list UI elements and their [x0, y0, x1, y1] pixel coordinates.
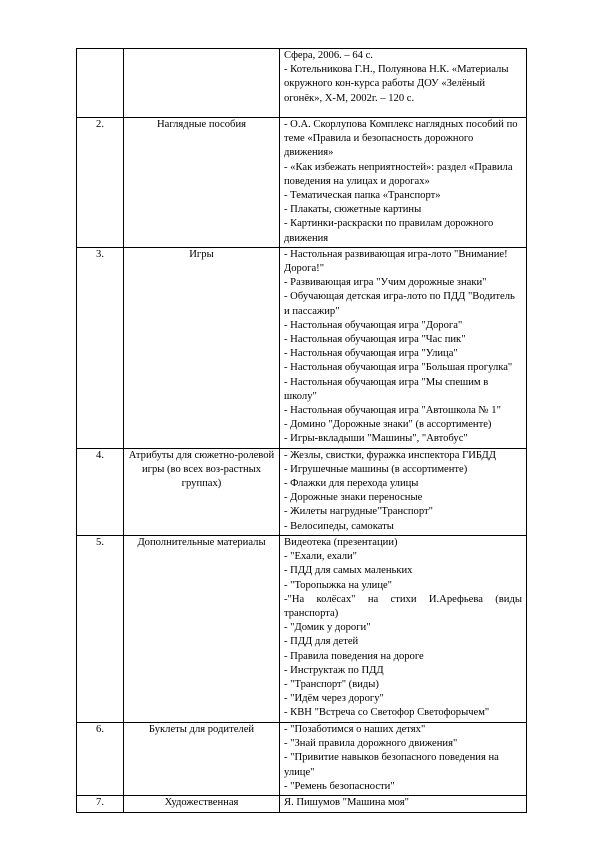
list-item: - Развивающая игра "Учим дорожные знаки" [284, 277, 487, 289]
row-number: 6. [77, 722, 124, 795]
list-item: - Котельникова Г.Н., Полуянова Н.К. «Материалы окружного кон-курса работы ДОУ «Зелёный огонёк», Х-М, 2002г. – 120 с. [284, 64, 509, 104]
row-category: Игры [124, 247, 280, 448]
row-category: Художественная [124, 795, 280, 812]
row-number: 2. [77, 118, 124, 248]
table-row [77, 795, 527, 812]
list-item: - Плакаты, сюжетные картины [284, 204, 422, 216]
list-item: - Правила поведения на дороге [284, 650, 424, 662]
row-number: 5. [77, 535, 124, 722]
list-item: - «Как избежать неприятностей»: раздел «Правила поведения на улицах и дорогах» [284, 161, 513, 187]
row-category: Наглядные пособия [124, 118, 280, 248]
row-items [280, 795, 527, 812]
list-item: - Инструктаж по ПДД [284, 664, 384, 676]
list-item: - "Знай правила дорожного движения" [284, 738, 458, 750]
list-item: - Игры-вкладыши "Машины", "Автобус" [284, 433, 468, 445]
row-category: Атрибуты для сюжетно-ролевой игры (во всех воз-растных группах) [124, 448, 280, 535]
list-item: - Жилеты нагрудные"Транспорт" [284, 506, 433, 518]
list-item: - Настольная обучающая игра "Час пик" [284, 334, 466, 346]
list-item: - Дорожные знаки переносные [284, 492, 423, 504]
list-item: - "Транспорт" (виды) [284, 678, 379, 690]
row-category [124, 49, 280, 118]
list-item: - "Домик у дороги" [284, 622, 371, 634]
row-number: 4. [77, 448, 124, 535]
list-item: - КВН "Встреча со Светофор Светофорычем" [284, 707, 490, 719]
table-row [77, 49, 527, 118]
list-item: - Домино "Дорожные знаки" (в ассортименте) [284, 419, 492, 431]
row-items [280, 118, 527, 248]
row-number: 7. [77, 795, 124, 812]
list-item: Я. Пишумов "Машина моя" [284, 796, 409, 808]
row-items [280, 49, 527, 118]
row-items [280, 448, 527, 535]
list-item: - Флажки для перехода улицы [284, 478, 419, 490]
row-number: 3. [77, 247, 124, 448]
resources-table [76, 48, 527, 813]
row-category: Буклеты для родителей [124, 722, 280, 795]
list-item: - Картинки-раскраски по правилам дорожного движения [284, 218, 494, 244]
list-item: - Настольная обучающая игра "Дорога" [284, 319, 463, 331]
row-items [280, 722, 527, 795]
list-item: - Настольная обучающая игра "Улица" [284, 348, 458, 360]
table-row [77, 247, 527, 448]
row-category: Дополнительные материалы [124, 535, 280, 722]
list-item: - Настольная обучающая игра "Большая прогулка" [284, 362, 513, 374]
list-item: - Велосипеды, самокаты [284, 520, 394, 532]
list-item: Сфера, 2006. – 64 с. [284, 50, 373, 61]
list-item: - ПДД для самых маленьких [284, 565, 413, 577]
list-item: - Жезлы, свистки, фуражка инспектора ГИБДД [284, 449, 496, 461]
list-item: - "Идём через дорогу" [284, 693, 384, 705]
table-row [77, 722, 527, 795]
table-row [77, 448, 527, 535]
list-item: - ПДД для детей [284, 636, 359, 648]
list-item: - Настольная обучающая игра "Мы спешим в школу" [284, 376, 489, 402]
list-item: -"На колёсах" на стихи И.Арефьева (виды транспорта) [284, 593, 522, 619]
table-row [77, 118, 527, 248]
list-item: - "Позаботимся о наших детях" [284, 723, 426, 735]
row-items [280, 535, 527, 722]
list-item: Видеотека (презентации) [284, 536, 398, 548]
list-item: - "Ехали, ехали" [284, 551, 357, 563]
list-item: - Обучающая детская игра-лото по ПДД "Водитель и пассажир" [284, 291, 515, 317]
row-items [280, 247, 527, 448]
list-item: - Настольная развивающая игра-лото "Внимание! Дорога!" [284, 248, 508, 275]
list-item: - "Ремень безопасности" [284, 780, 395, 792]
list-item: - О.А. Скорлупова Комплекс наглядных пособий по теме «Правила и безопасность дорожного движения» [284, 119, 518, 159]
list-item: - "Торопыжка на улице" [284, 579, 393, 591]
table-row [77, 535, 527, 722]
list-item: - Настольная обучающая игра "Автошкола № 1" [284, 405, 501, 417]
list-item: - Игрушечные машины (в ассортименте) [284, 463, 468, 475]
list-item: - Тематическая папка «Транспорт» [284, 190, 441, 202]
list-item: - "Привитие навыков безопасного поведения на улице" [284, 752, 499, 778]
row-number [77, 49, 124, 118]
